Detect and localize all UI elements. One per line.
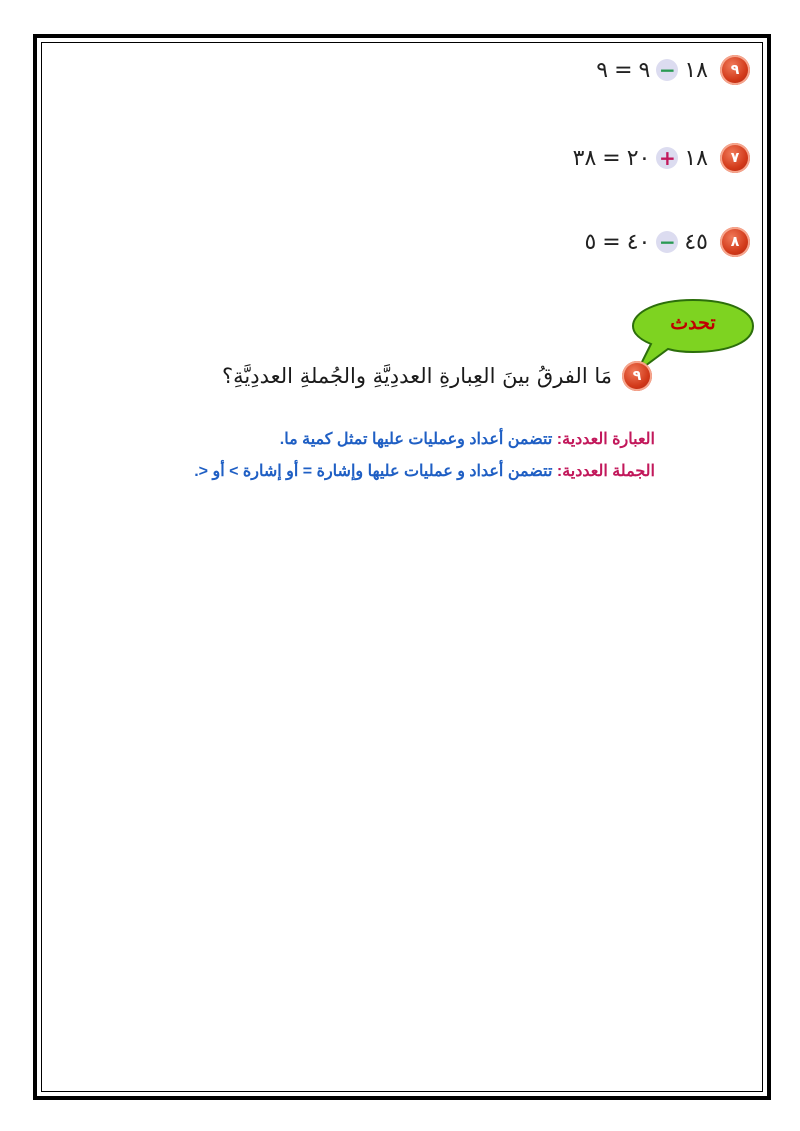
- equals-sign: =: [602, 229, 621, 255]
- equation: [573, 146, 708, 171]
- exercise-number-badge: ٧: [720, 143, 750, 173]
- equals-sign: =: [602, 145, 621, 171]
- answer-body: تتضمن أعداد و عمليات عليها وإشارة = أو إشارة > أو <.: [194, 463, 557, 480]
- exercise-row: [596, 55, 750, 85]
- equation-rhs: ٢٠: [626, 145, 651, 171]
- exercise-row: [584, 227, 750, 257]
- answer-sentence: [194, 461, 655, 481]
- exercise-number-badge: ٨: [720, 227, 750, 257]
- exercise-row: [573, 143, 750, 173]
- question: [222, 361, 652, 391]
- equation-rhs: ٩: [638, 57, 651, 83]
- equation-result: ٥: [584, 229, 597, 255]
- equation-lhs: ٤٥: [684, 229, 708, 255]
- answer-body: تتضمن أعداد وعمليات عليها تمثل كمية ما.: [279, 431, 557, 448]
- question-text: مَا الفرقُ بينَ العِبارةِ العددِيَّةِ والجُملةِ العددِيَّةِ؟: [222, 364, 612, 388]
- exercise-number-badge: ٩: [720, 55, 750, 85]
- equation-result: ٣٨: [572, 145, 597, 171]
- page-border-inner: [41, 42, 763, 1092]
- equation-lhs: ١٨: [684, 145, 708, 171]
- answer-label: العبارة العددية:: [556, 431, 655, 448]
- equation: [596, 58, 708, 83]
- operator-minus: −: [656, 231, 678, 253]
- equation-lhs: ١٨: [684, 57, 708, 83]
- question-number-badge: ٩: [622, 361, 652, 391]
- equation: [584, 230, 708, 255]
- operator-minus: −: [656, 59, 678, 81]
- talk-label: تحدث: [670, 313, 716, 334]
- equation-result: ٩: [596, 57, 609, 83]
- equation-rhs: ٤٠: [626, 229, 651, 255]
- answer-expression: [280, 429, 655, 449]
- answer-label: الجملة العددية:: [556, 463, 655, 480]
- operator-plus: +: [656, 147, 678, 169]
- equals-sign: =: [614, 57, 633, 83]
